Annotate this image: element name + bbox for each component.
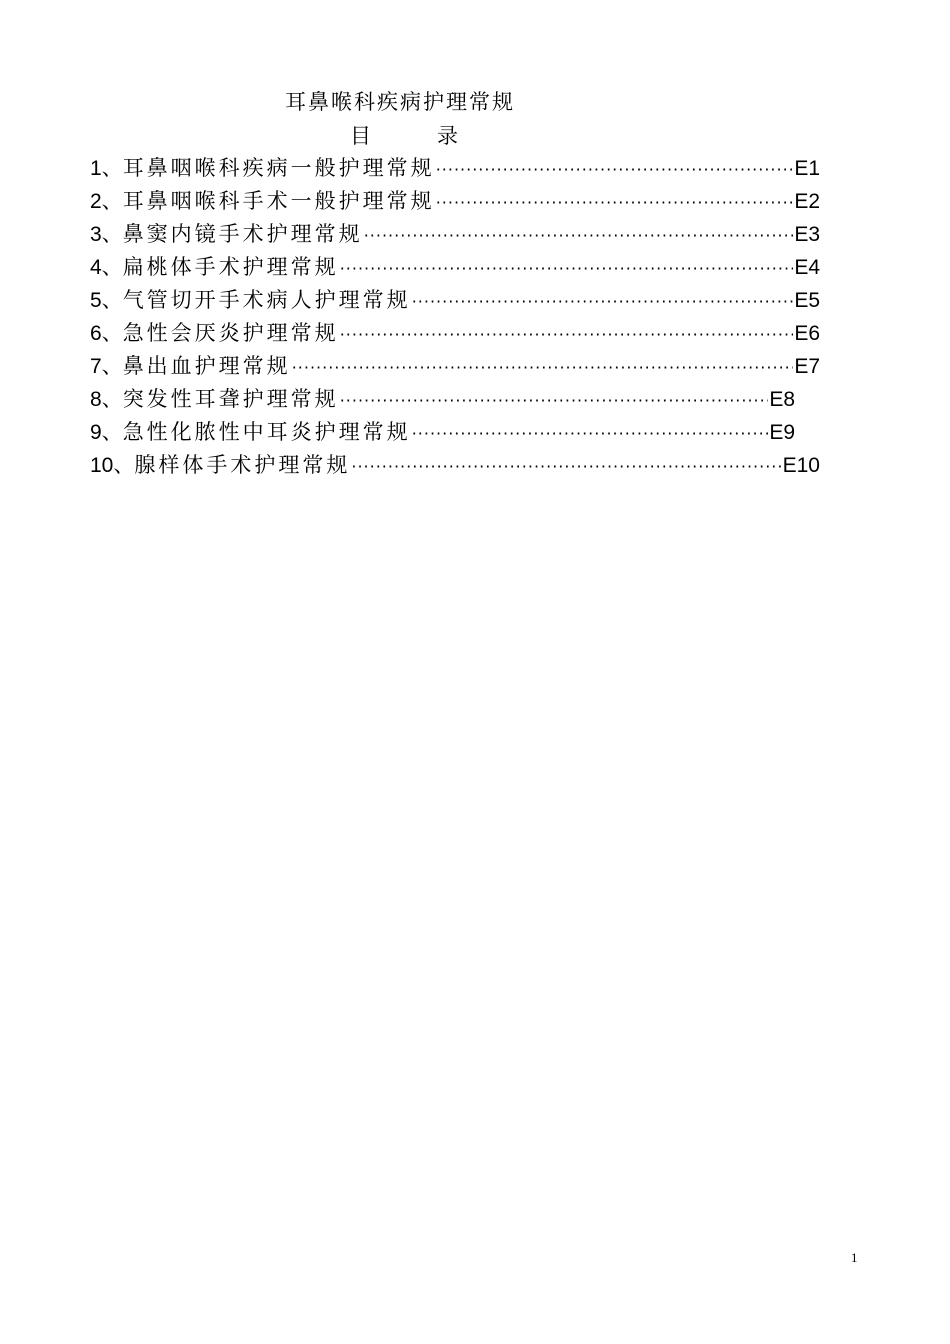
document-title: 耳鼻喉科疾病护理常规	[285, 90, 515, 114]
toc-entry[interactable]	[90, 416, 795, 449]
toc-leader-dots	[340, 252, 794, 285]
toc-entry[interactable]	[90, 350, 820, 383]
toc-entry-number: 10、	[90, 454, 135, 477]
toc-entry[interactable]	[90, 185, 820, 218]
toc-entry-number: 5、	[90, 289, 123, 312]
toc-entry-number: 6、	[90, 322, 123, 345]
toc-entry-page: E6	[794, 322, 820, 345]
toc-entry-title: 突发性耳聋护理常规	[122, 387, 339, 411]
toc-leader-dots	[412, 285, 794, 318]
table-of-contents	[90, 152, 850, 482]
toc-entry-number: 1、	[90, 157, 123, 180]
toc-entry-title: 急性会厌炎护理常规	[122, 321, 339, 345]
toc-entry-title: 扁桃体手术护理常规	[122, 255, 339, 279]
toc-entry-number: 7、	[90, 355, 123, 378]
toc-heading-char-1: 目	[350, 124, 371, 148]
toc-entry-page: E9	[769, 421, 795, 444]
toc-leader-dots	[436, 186, 794, 219]
toc-entry-page: E4	[794, 256, 820, 279]
toc-entry-page: E8	[769, 388, 795, 411]
toc-entry[interactable]	[90, 449, 820, 482]
toc-entry-page: E2	[794, 190, 820, 213]
toc-leader-dots	[340, 318, 794, 351]
toc-entry[interactable]	[90, 152, 820, 185]
toc-entry-number: 4、	[90, 256, 123, 279]
toc-entry[interactable]	[90, 218, 820, 251]
toc-entry-page: E10	[782, 454, 820, 477]
toc-entry-title: 鼻出血护理常规	[122, 354, 291, 378]
toc-entry-title: 腺样体手术护理常规	[134, 453, 351, 477]
toc-leader-dots	[351, 450, 781, 483]
toc-leader-dots	[412, 417, 769, 450]
toc-entry-number: 3、	[90, 223, 123, 246]
toc-entry[interactable]	[90, 317, 820, 350]
toc-leader-dots	[436, 153, 794, 186]
toc-entry-title: 耳鼻咽喉科疾病一般护理常规	[122, 156, 435, 180]
toc-entry-page: E3	[794, 223, 820, 246]
toc-entry[interactable]	[90, 251, 820, 284]
toc-heading-char-2: 录	[437, 124, 458, 148]
page-number: 1	[851, 1250, 858, 1265]
toc-entry-title: 鼻窦内镜手术护理常规	[122, 222, 363, 246]
toc-leader-dots	[340, 384, 769, 417]
toc-leader-dots	[292, 351, 794, 384]
toc-entry-page: E1	[794, 157, 820, 180]
toc-entry-number: 8、	[90, 388, 123, 411]
toc-entry-page: E5	[794, 289, 820, 312]
toc-entry[interactable]	[90, 383, 795, 416]
toc-entry-title: 急性化脓性中耳炎护理常规	[122, 420, 411, 444]
toc-leader-dots	[364, 219, 794, 252]
toc-entry[interactable]	[90, 284, 820, 317]
toc-entry-page: E7	[794, 355, 820, 378]
toc-entry-number: 2、	[90, 190, 123, 213]
toc-entry-title: 气管切开手术病人护理常规	[122, 288, 411, 312]
toc-entry-title: 耳鼻咽喉科手术一般护理常规	[122, 189, 435, 213]
toc-entry-number: 9、	[90, 421, 123, 444]
